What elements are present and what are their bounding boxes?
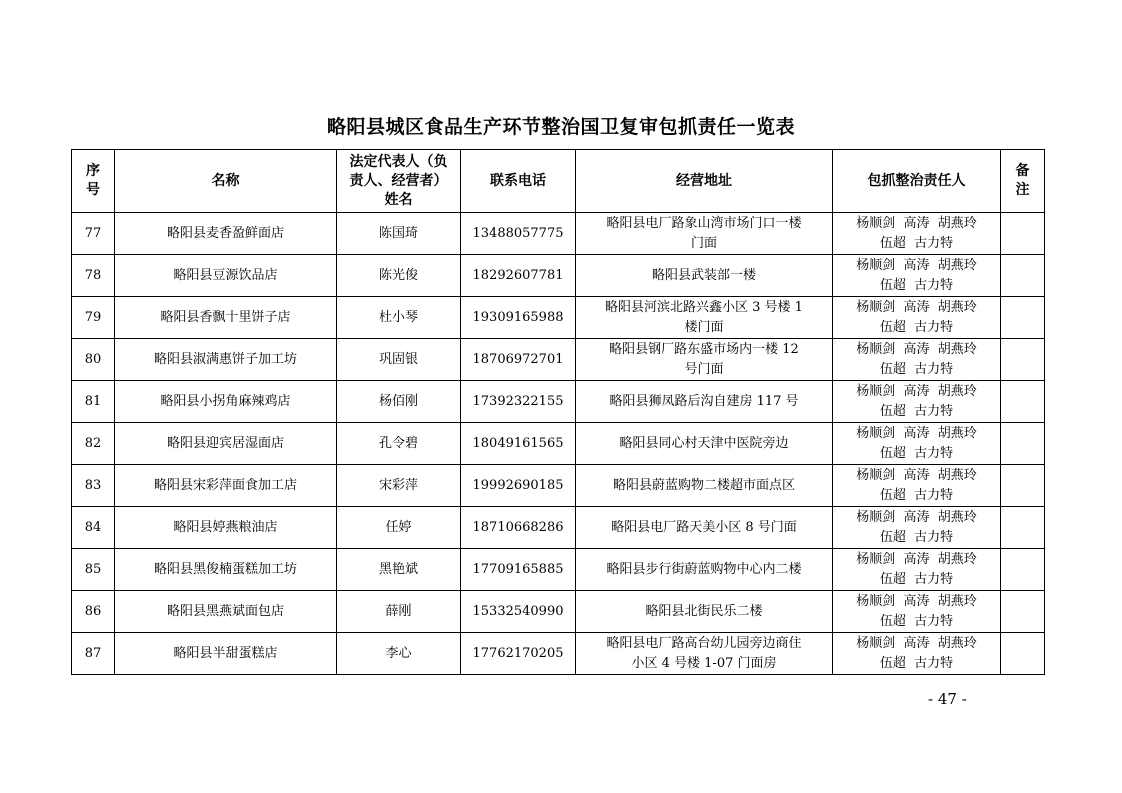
cell-responsible (833, 465, 1001, 507)
cell-legal: 陈国琦 (337, 213, 461, 255)
cell-seq: 86 (72, 591, 115, 633)
cell-address (576, 213, 833, 255)
cell-responsible-line: 杨顺剑 高涛 胡燕玲 (856, 635, 977, 651)
cell-legal: 杜小琴 (337, 297, 461, 339)
cell-name: 略阳县黑俊楠蛋糕加工坊 (115, 549, 337, 591)
cell-responsible-line: 杨顺剑 高涛 胡燕玲 (856, 383, 977, 399)
header-responsible: 包抓整治责任人 (833, 150, 1001, 213)
table-row (72, 381, 1045, 423)
cell-responsible (833, 633, 1001, 675)
cell-seq: 78 (72, 255, 115, 297)
cell-name: 略阳县麦香盈鲜面店 (115, 213, 337, 255)
cell-phone: 19992690185 (461, 465, 576, 507)
header-phone: 联系电话 (461, 150, 576, 213)
cell-seq: 82 (72, 423, 115, 465)
table-row (72, 549, 1045, 591)
cell-responsible (833, 507, 1001, 549)
header-legal-line: 姓名 (384, 191, 413, 208)
header-remark (1001, 150, 1045, 213)
cell-name: 略阳县淑满惠饼子加工坊 (115, 339, 337, 381)
cell-remark (1001, 339, 1045, 381)
cell-remark (1001, 297, 1045, 339)
header-remark-line: 注 (1015, 182, 1030, 198)
header-legal-line: 责人、经营者） (349, 172, 448, 189)
table-row (72, 423, 1045, 465)
cell-responsible-line: 伍超 古力特 (879, 235, 954, 251)
cell-name: 略阳县半甜蛋糕店 (115, 633, 337, 675)
table-row (72, 633, 1045, 675)
cell-responsible (833, 381, 1001, 423)
cell-legal: 任婷 (337, 507, 461, 549)
cell-responsible-line: 伍超 古力特 (879, 319, 954, 335)
cell-responsible-line: 杨顺剑 高涛 胡燕玲 (856, 257, 977, 273)
cell-phone: 18049161565 (461, 423, 576, 465)
cell-responsible (833, 213, 1001, 255)
cell-phone: 17762170205 (461, 633, 576, 675)
cell-responsible-line: 伍超 古力特 (879, 529, 954, 545)
cell-address (576, 633, 833, 675)
cell-responsible-line: 伍超 古力特 (879, 613, 954, 629)
header-name: 名称 (115, 150, 337, 213)
cell-name: 略阳县香飘十里饼子店 (115, 297, 337, 339)
cell-responsible-line: 伍超 古力特 (879, 655, 954, 671)
cell-address-line: 门面 (690, 235, 717, 251)
cell-seq: 87 (72, 633, 115, 675)
cell-name: 略阳县豆源饮品店 (115, 255, 337, 297)
cell-remark (1001, 507, 1045, 549)
cell-name: 略阳县迎宾居湿面店 (115, 423, 337, 465)
cell-responsible-line: 杨顺剑 高涛 胡燕玲 (856, 593, 977, 609)
header-remark-line: 备 (1015, 163, 1030, 179)
cell-responsible (833, 339, 1001, 381)
page-number: - 47 - (928, 690, 967, 708)
cell-address-line: 略阳县电厂路天美小区 8 号门面 (611, 519, 797, 535)
header-address: 经营地址 (576, 150, 833, 213)
cell-seq: 85 (72, 549, 115, 591)
cell-seq: 84 (72, 507, 115, 549)
cell-address-line: 小区 4 号楼 1-07 门面房 (631, 655, 777, 671)
cell-responsible (833, 549, 1001, 591)
header-legal (337, 150, 461, 213)
cell-responsible (833, 423, 1001, 465)
cell-seq: 81 (72, 381, 115, 423)
header-legal-line: 法定代表人（负 (349, 153, 448, 170)
cell-phone: 13488057775 (461, 213, 576, 255)
cell-address-line: 略阳县步行街蔚蓝购物中心内二楼 (606, 561, 802, 577)
cell-phone: 17709165885 (461, 549, 576, 591)
cell-address (576, 591, 833, 633)
cell-phone: 19309165988 (461, 297, 576, 339)
cell-phone: 15332540990 (461, 591, 576, 633)
cell-address-line: 略阳县蔚蓝购物二楼超市面点区 (612, 477, 795, 493)
cell-remark (1001, 423, 1045, 465)
cell-responsible-line: 伍超 古力特 (879, 571, 954, 587)
cell-address-line: 号门面 (684, 361, 724, 377)
cell-legal: 孔令碧 (337, 423, 461, 465)
cell-address (576, 255, 833, 297)
page-title: 略阳县城区食品生产环节整治国卫复审包抓责任一览表 (326, 116, 795, 138)
table-row (72, 507, 1045, 549)
cell-address (576, 423, 833, 465)
header-row (72, 150, 1045, 213)
cell-responsible-line: 杨顺剑 高涛 胡燕玲 (856, 425, 977, 441)
cell-responsible-line: 伍超 古力特 (879, 403, 954, 419)
header-seq (72, 150, 115, 213)
cell-address-line: 略阳县武装部一楼 (651, 267, 756, 283)
table-row (72, 297, 1045, 339)
cell-responsible-line: 伍超 古力特 (879, 445, 954, 461)
cell-name: 略阳县小拐角麻辣鸡店 (115, 381, 337, 423)
cell-legal: 杨佰刚 (337, 381, 461, 423)
cell-legal: 黑艳斌 (337, 549, 461, 591)
cell-legal: 陈光俊 (337, 255, 461, 297)
cell-legal: 李心 (337, 633, 461, 675)
cell-address-line: 略阳县同心村天津中医院旁边 (619, 435, 789, 451)
cell-responsible (833, 591, 1001, 633)
cell-remark (1001, 381, 1045, 423)
table-row (72, 213, 1045, 255)
cell-address (576, 381, 833, 423)
cell-name: 略阳县宋彩萍面食加工店 (115, 465, 337, 507)
cell-responsible-line: 伍超 古力特 (879, 361, 954, 377)
cell-address-line: 略阳县电厂路高台幼儿园旁边商住 (606, 635, 802, 651)
cell-remark (1001, 549, 1045, 591)
cell-address (576, 297, 833, 339)
cell-phone: 18710668286 (461, 507, 576, 549)
cell-responsible (833, 297, 1001, 339)
cell-address-line: 略阳县狮凤路后沟自建房 117 号 (609, 393, 799, 409)
cell-address-line: 略阳县北街民乐二楼 (645, 603, 763, 619)
cell-responsible-line: 杨顺剑 高涛 胡燕玲 (856, 341, 977, 357)
cell-address (576, 507, 833, 549)
table-row (72, 339, 1045, 381)
cell-responsible-line: 杨顺剑 高涛 胡燕玲 (856, 299, 977, 315)
cell-remark (1001, 591, 1045, 633)
cell-seq: 80 (72, 339, 115, 381)
cell-remark (1001, 633, 1045, 675)
cell-responsible-line: 杨顺剑 高涛 胡燕玲 (856, 509, 977, 525)
table-row (72, 465, 1045, 507)
cell-remark (1001, 255, 1045, 297)
cell-remark (1001, 213, 1045, 255)
cell-phone: 18706972701 (461, 339, 576, 381)
cell-phone: 17392322155 (461, 381, 576, 423)
cell-responsible-line: 伍超 古力特 (879, 487, 954, 503)
cell-address (576, 465, 833, 507)
cell-seq: 77 (72, 213, 115, 255)
cell-name: 略阳县婷燕粮油店 (115, 507, 337, 549)
header-seq-line: 号 (86, 182, 100, 198)
cell-responsible (833, 255, 1001, 297)
cell-name: 略阳县黑燕斌面包店 (115, 591, 337, 633)
cell-remark (1001, 465, 1045, 507)
cell-responsible-line: 杨顺剑 高涛 胡燕玲 (856, 551, 977, 567)
cell-seq: 79 (72, 297, 115, 339)
table-row (72, 255, 1045, 297)
cell-address-line: 略阳县电厂路象山湾市场门口一楼 (606, 215, 802, 231)
cell-legal: 宋彩萍 (337, 465, 461, 507)
cell-address-line: 楼门面 (684, 319, 724, 335)
cell-responsible-line: 杨顺剑 高涛 胡燕玲 (856, 215, 977, 231)
cell-responsible-line: 伍超 古力特 (879, 277, 954, 293)
cell-legal: 薛刚 (337, 591, 461, 633)
table-row (72, 591, 1045, 633)
cell-phone: 18292607781 (461, 255, 576, 297)
header-seq-line: 序 (86, 163, 100, 179)
cell-seq: 83 (72, 465, 115, 507)
cell-address-line: 略阳县钢厂路东盛市场内一楼 12 (609, 341, 799, 357)
cell-address (576, 339, 833, 381)
cell-address (576, 549, 833, 591)
responsibility-table (71, 149, 1045, 675)
cell-responsible-line: 杨顺剑 高涛 胡燕玲 (856, 467, 977, 483)
cell-legal: 巩固银 (337, 339, 461, 381)
cell-address-line: 略阳县河滨北路兴鑫小区 3 号楼 1 (605, 299, 803, 315)
